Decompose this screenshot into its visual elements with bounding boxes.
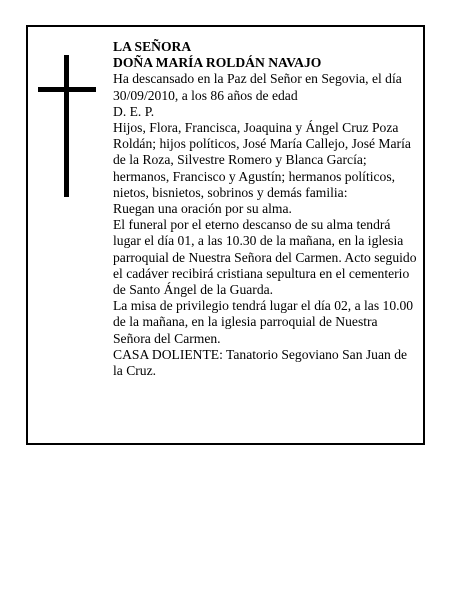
notice-title: LA SEÑORA	[113, 39, 192, 54]
mass-details: La misa de privilegio tendrá lugar el día 02, a las 10.00 de la mañana, en la iglesia parroquial de Nuestra Señora del Carmen.	[113, 298, 414, 346]
deceased-name: DOÑA MARÍA ROLDÁN NAVAJO	[113, 55, 322, 71]
death-announcement: Ha descansado en la Paz del Señor en Segovia, el día 30/09/2010, a los 86 años de edad	[113, 71, 402, 103]
cross-horizontal-bar	[38, 87, 96, 92]
cross-vertical-bar	[64, 55, 69, 197]
funeral-details: El funeral por el eterno descanso de su alma tendrá lugar el día 01, a las 10.30 de la mañana, en la iglesia parroquial de Nuestra Señora del Carmen. Acto seguido el cadáver recibirá cristiana sepultura en el cementerio de Santo Ángel de la Guarda.	[113, 217, 417, 298]
prayer-request: Ruegan una oración por su alma.	[113, 201, 292, 217]
family-list: Hijos, Flora, Francisca, Joaquina y Ángel Cruz Poza Roldán; hijos políticos, José María Callejo, José María de la Roza, Silvestre Romero y Blanca García; hermanos, Francisco y Agustín; hermanos políticos, nietos, bisnietos, sobrinos y demás familia:	[113, 120, 411, 200]
obituary-text	[113, 39, 418, 379]
rest-in-peace: D. E. P.	[113, 103, 155, 119]
cross-icon	[38, 55, 96, 197]
casa-doliente: CASA DOLIENTE: Tanatorio Segoviano San Juan de la Cruz.	[113, 346, 408, 379]
